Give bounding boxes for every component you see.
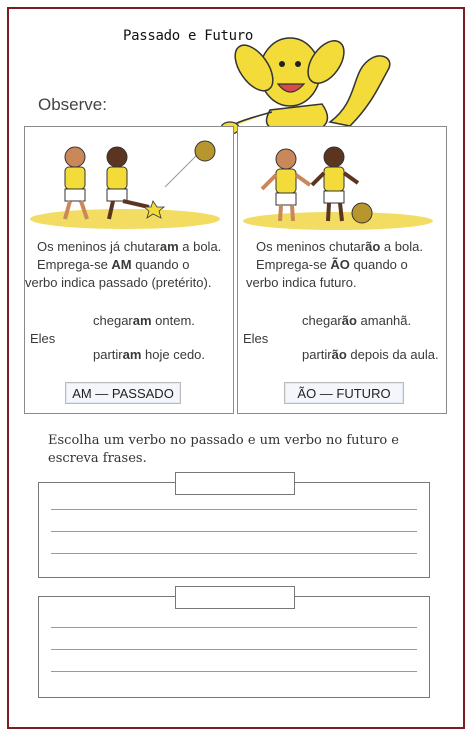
past-rule-line-2: verbo indica passado (pretérito).	[25, 275, 212, 290]
future-subject: Eles	[243, 331, 269, 346]
past-panel	[24, 126, 234, 414]
writing-line[interactable]	[51, 509, 417, 510]
writing-box-1[interactable]	[38, 482, 430, 578]
exercise-instruction: Escolha um verbo no passado e um verbo no futuro e escreva frases.	[48, 433, 399, 466]
boys-kicking-ball-illustration	[25, 127, 235, 237]
future-rule-line-1: Emprega-se ÃO quando o	[256, 257, 408, 272]
past-rule-line-1: Emprega-se AM quando o	[37, 257, 190, 272]
past-example-1: chegaram ontem.	[93, 313, 195, 328]
writing-line[interactable]	[51, 649, 417, 650]
future-sentence: Os meninos chutarão a bola.	[256, 239, 423, 254]
writing-line[interactable]	[51, 671, 417, 672]
past-sentence: Os meninos já chutaram a bola.	[37, 239, 222, 254]
writing-line[interactable]	[51, 531, 417, 532]
writing-box-1-label-slot[interactable]	[175, 472, 295, 495]
observe-label: Observe:	[38, 95, 107, 114]
boys-with-ball-illustration	[238, 127, 448, 237]
writing-box-2-label-slot[interactable]	[175, 586, 295, 609]
page-title: Passado e Futuro	[123, 28, 254, 44]
writing-line[interactable]	[51, 627, 417, 628]
future-example-2: partirão depois da aula.	[302, 347, 439, 362]
past-tag: AM — PASSADO	[65, 382, 181, 404]
future-rule-line-2: verbo indica futuro.	[246, 275, 357, 290]
future-example-1: chegarão amanhã.	[302, 313, 412, 328]
past-example-2: partiram hoje cedo.	[93, 347, 206, 362]
future-panel	[237, 126, 447, 414]
past-subject: Eles	[30, 331, 56, 346]
writing-line[interactable]	[51, 553, 417, 554]
future-tag: ÃO — FUTURO	[284, 382, 404, 404]
writing-box-2[interactable]	[38, 596, 430, 698]
